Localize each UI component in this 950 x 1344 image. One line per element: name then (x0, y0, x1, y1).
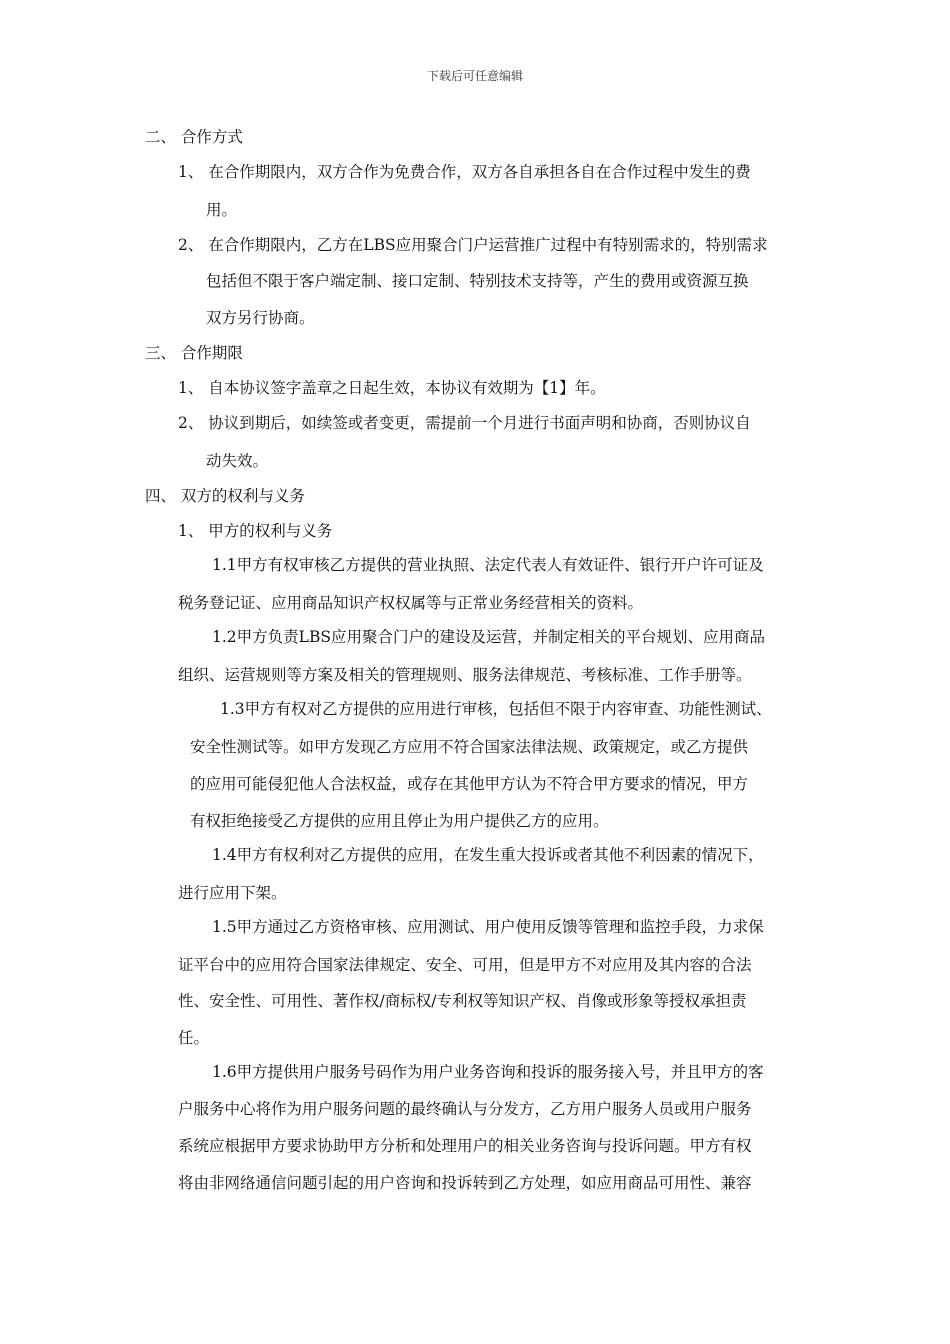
text-line: 组织、运营规则等方案及相关的管理规则、服务法律规范、考核标准、工作手册等。 (178, 666, 752, 684)
text-line: 系统应根据甲方要求协助甲方分析和处理用户的相关业务咨询与投诉问题。甲方有权 (178, 1137, 752, 1155)
text-line: 的应用可能侵犯他人合法权益，或存在其他甲方认为不符合甲方要求的情况，甲方 (190, 775, 749, 793)
text-line: 2、 在合作期限内，乙方在LBS应用聚合门户运营推广过程中有特别需求的，特别需求 (178, 236, 768, 254)
text-line: 户服务中心将作为用户服务问题的最终确认与分发方，乙方用户服务人员或用户服务 (178, 1100, 752, 1118)
text-line: 安全性测试等。如甲方发现乙方应用不符合国家法律法规、政策规定，或乙方提供 (190, 738, 749, 756)
text-line: 双方另行协商。 (206, 309, 315, 327)
text-line: 2、 协议到期后，如续签或者变更，需提前一个月进行书面声明和协商，否则协议自 (178, 414, 751, 432)
text-line: 1、 自本协议签字盖章之日起生效，本协议有效期为【1】年。 (178, 379, 606, 397)
text-line: 任。 (178, 1029, 210, 1047)
page-header-note: 下载后可任意编辑 (426, 69, 523, 83)
text-line: 用。 (206, 201, 238, 219)
section-heading: 三、 合作期限 (145, 344, 243, 362)
text-line: 1.6甲方提供用户服务号码作为用户业务咨询和投诉的服务接入号，并且甲方的客 (212, 1063, 764, 1081)
text-line: 1、 甲方的权利与义务 (178, 522, 333, 540)
text-line: 证平台中的应用符合国家法律规定、安全、可用，但是甲方不对应用及其内容的合法 (178, 956, 752, 974)
section-heading: 四、 双方的权利与义务 (145, 487, 305, 505)
text-line: 税务登记证、应用商品知识产权权属等与正常业务经营相关的资料。 (178, 594, 644, 612)
text-line: 包括但不限于客户端定制、接口定制、特别技术支持等，产生的费用或资源互换 (206, 272, 749, 290)
text-line: 1.1甲方有权审核乙方提供的营业执照、法定代表人有效证件、银行开户许可证及 (212, 556, 764, 574)
text-line: 进行应用下架。 (178, 884, 287, 902)
text-line: 1.4甲方有权利对乙方提供的应用，在发生重大投诉或者其他不利因素的情况下， (212, 846, 764, 864)
text-line: 1.5甲方通过乙方资格审核、应用测试、用户使用反馈等管理和监控手段，力求保 (212, 918, 764, 936)
text-line: 1、 在合作期限内，双方合作为免费合作，双方各自承担各自在合作过程中发生的费 (178, 163, 751, 181)
section-heading: 二、 合作方式 (145, 128, 243, 146)
text-line: 将由非网络通信问题引起的用户咨询和投诉转到乙方处理，如应用商品可用性、兼容 (178, 1174, 752, 1192)
text-line: 1.3甲方有权对乙方提供的应用进行审核，包括但不限于内容审查、功能性测试、 (220, 700, 772, 718)
text-line: 有权拒绝接受乙方提供的应用且停止为用户提供乙方的应用。 (190, 812, 609, 830)
text-line: 性、安全性、可用性、著作权/商标权/专利权等知识产权、肖像或形象等授权承担责 (178, 992, 747, 1010)
text-line: 1.2甲方负责LBS应用聚合门户的建设及运营，并制定相关的平台规划、应用商品 (212, 628, 765, 646)
text-line: 动失效。 (206, 452, 269, 470)
